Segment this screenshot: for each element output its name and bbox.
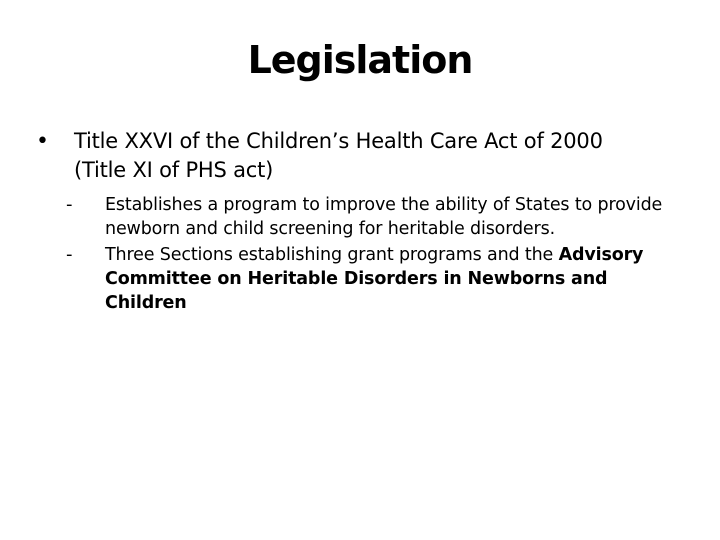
slide-title: Legislation — [247, 38, 473, 82]
sub-bullet-list — [0, 193, 670, 315]
bullet-text-line-1: Title XXVI of the Children’s Health Care Act of 2000 — [74, 129, 603, 153]
sub-bullet-marker: - — [66, 244, 73, 265]
sub-bullet-item — [66, 193, 670, 241]
bullet-list — [36, 127, 706, 317]
sub-bullet-text-plain: Three Sections establishing grant programs and the — [105, 245, 559, 265]
sub-bullet-item — [66, 243, 670, 315]
bullet-text-line-2: (Title XI of PHS act) — [74, 158, 274, 182]
bullet-text — [74, 127, 706, 185]
bullet-marker: • — [36, 129, 49, 154]
advisory-committee-name: Advisory Committee on Heritable Disorders in Newborns and Children — [105, 245, 644, 313]
sub-bullet-text — [105, 243, 670, 315]
sub-bullet-text: Establishes a program to improve the ability of States to provide newborn and child screening for heritable disorders. — [105, 195, 663, 239]
sub-bullet-marker: - — [66, 194, 73, 215]
bullet-item — [36, 127, 706, 185]
